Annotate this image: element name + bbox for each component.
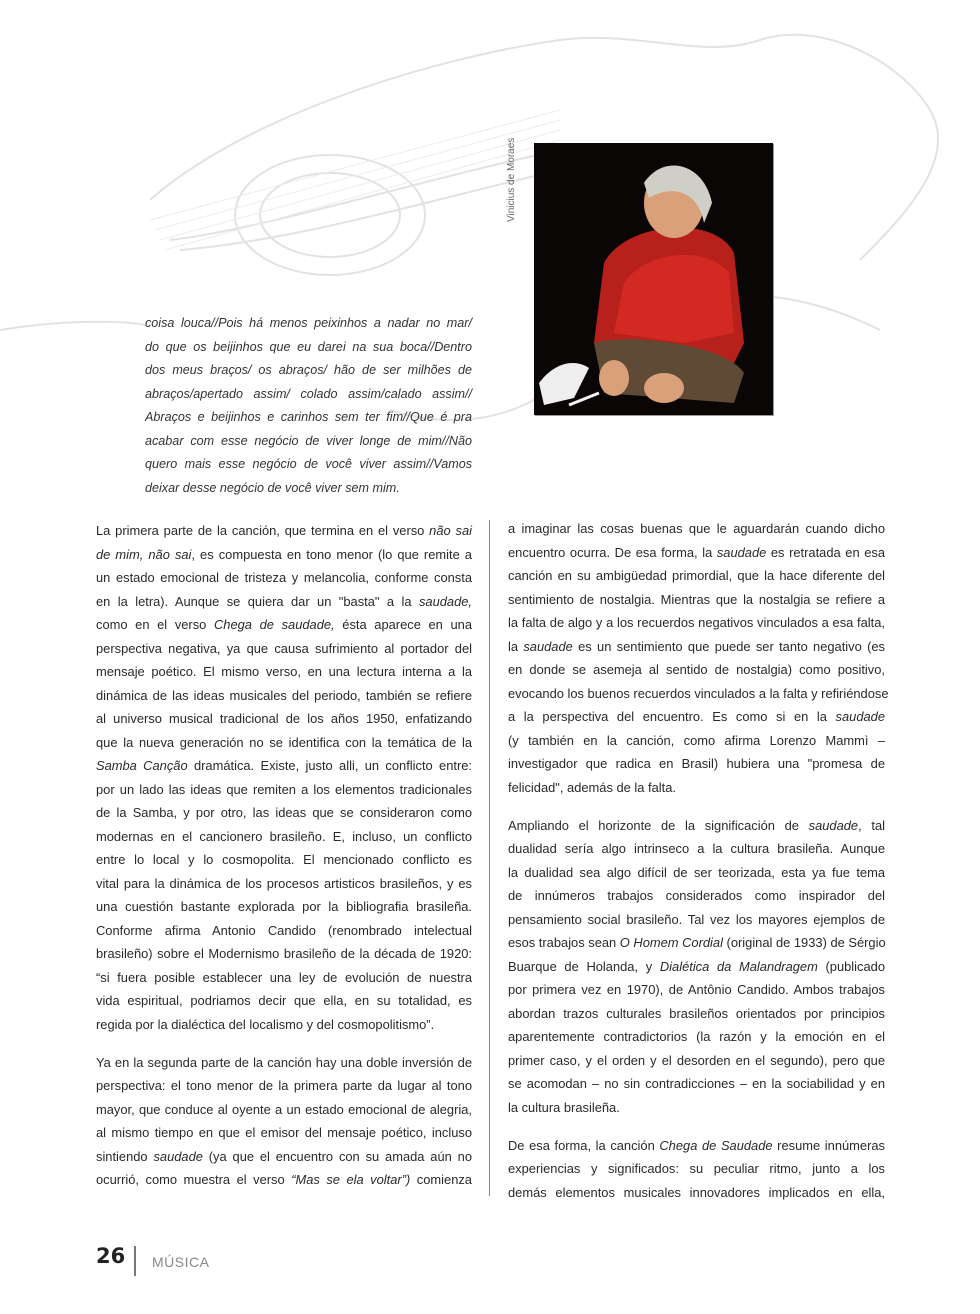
text-run: De esa forma, la canción: [508, 1137, 660, 1153]
text-run: comienza: [410, 1172, 472, 1187]
text-line: [508, 1002, 885, 1026]
text-run: es retratada en esa: [766, 544, 885, 560]
text-run: (publicado: [817, 958, 885, 974]
text-line: [96, 1074, 472, 1098]
italic-text: de mim, não sai: [96, 546, 192, 562]
text-run: felicidad", además de la falta.: [508, 779, 676, 795]
text-line: [96, 1051, 472, 1075]
text-line: [96, 848, 472, 872]
portrait-photo: [534, 143, 773, 415]
italic-text: Chega de saudade,: [213, 617, 335, 632]
text-run: abordan trazos culturales brasileños orientados por principios: [508, 1005, 885, 1021]
text-run: aparentemente contradictorios (la razón y la emoción en el: [508, 1029, 885, 1044]
text-run: (y también en la canción, como afirma Lorenzo Mammì –: [508, 732, 885, 748]
text-run: (original de 1933) de Sérgio: [722, 935, 886, 950]
text-line: [96, 989, 472, 1013]
text-line: [508, 776, 885, 800]
text-line: [508, 814, 885, 838]
text-run: vital para la dinámica de los procesos artisticos brasileños, y es: [96, 875, 472, 891]
text-line: [508, 1134, 885, 1158]
text-line: [508, 955, 885, 979]
text-line: [508, 588, 885, 612]
text-run: sintiendo: [96, 1148, 154, 1164]
text-run: entre lo local y lo cosmopolita. El mencionado conflicto es: [96, 852, 472, 867]
text-run: resume innúmeras: [772, 1137, 885, 1153]
text-line: [96, 613, 472, 637]
text-run: Ampliando el horizonte de la significación de: [508, 817, 809, 833]
page-number: 26: [96, 1244, 126, 1268]
text-run: es un sentimiento que puede ser tanto negativo (es: [572, 638, 885, 654]
paragraph: [96, 519, 472, 1036]
text-line: [96, 778, 472, 802]
text-run: Ya en la segunda parte de la canción hay una doble inversión de: [96, 1054, 472, 1070]
text-line: [508, 1049, 885, 1073]
text-run: canción en su ambigüedad primordial, que la hace diferente del: [508, 568, 885, 583]
song-lyrics-quote: [145, 312, 472, 500]
text-line: [508, 908, 885, 932]
text-run: brasileño) sobre el Modernismo brasileño de la década de 1920:: [96, 946, 472, 961]
text-line: [96, 566, 472, 590]
italic-text: saudade: [808, 817, 859, 833]
text-line: [96, 1098, 472, 1122]
text-line: [145, 383, 472, 407]
text-line: [508, 705, 885, 729]
footer-divider: [134, 1246, 136, 1276]
text-run: experiencias y significados: su peculiar ritmo, junto a los: [508, 1161, 885, 1176]
text-line: [145, 406, 472, 430]
text-line: [508, 517, 885, 541]
text-run: mensaje poético. El mismo verso, en una lectura interna a la: [96, 664, 472, 679]
text-line: [96, 1145, 472, 1169]
text-run: al mismo tiempo en que el emisor del mensaje poético, incluso: [96, 1125, 472, 1140]
column-divider: [489, 520, 490, 1196]
text-line: [96, 637, 472, 661]
text-run: la falta de algo y a los recuerdos negativos vinculados a esa falta,: [508, 615, 885, 630]
text-line: [96, 519, 472, 543]
text-line: [508, 837, 885, 861]
text-line: [508, 682, 889, 706]
left-column: [96, 519, 472, 1206]
italic-text: Chega de Saudade: [659, 1137, 773, 1153]
text-run: mayor, que conduce al oyente a un estado emocional de alegria,: [96, 1101, 472, 1117]
text-line: [508, 1181, 885, 1205]
text-run: la cultura brasileña.: [508, 1099, 620, 1115]
text-line: [96, 942, 472, 966]
text-run: en la letra). Aunque se quiera dar un "basta" a la: [96, 593, 419, 609]
italic-text: saudade: [523, 638, 573, 654]
text-line: [96, 684, 472, 708]
text-run: evocando los buenos recuerdos vinculados a la falta y refiriéndose: [508, 685, 889, 701]
text-run: por un lado las ideas que remiten a los elementos tradicionales: [96, 781, 472, 797]
text-run: dos meus braços/ os abraços/ hão de ser milhões de: [145, 363, 472, 377]
text-run: deixar desse negócio de você viver sem mim.: [145, 480, 400, 495]
text-run: quero mais esse negócio de você viver assim//Vamos: [145, 457, 472, 471]
text-line: [96, 966, 472, 990]
text-run: vida espiritual, podriamos decir que ella, en su totalidad, es: [96, 993, 472, 1008]
text-run: por primera vez en 1970), de Antônio Candido. Ambos trabajos: [508, 982, 885, 997]
text-run: en donde se asemeja al sentido de nostalgia) como positivo,: [508, 662, 885, 677]
text-run: abraços/apertado assim/ colado assim/calado assim//: [145, 386, 472, 401]
text-line: [508, 884, 885, 908]
text-line: [508, 861, 885, 885]
text-run: de innúmeros trabajos considerados como inspirador del: [508, 888, 885, 903]
text-run: a la perspectiva del encuentro. Es como si en la: [508, 709, 836, 724]
text-run: regida por la dialéctica del localismo y del cosmopolitismo”.: [96, 1016, 435, 1032]
text-line: [96, 590, 472, 614]
text-line: [96, 543, 472, 567]
text-line: [145, 336, 472, 360]
text-run: perspectiva: el tono menor de la primera parte da lugar al tono: [96, 1078, 472, 1093]
text-run: , tal: [858, 817, 885, 833]
text-line: [508, 1072, 885, 1096]
text-run: modernas en el cancionero brasileño. E, incluso, un conflicto: [96, 828, 472, 844]
text-run: “si fuera posible establecer una ley de evolución de nuestra: [96, 969, 472, 985]
text-run: la dualidad sea algo difícil de ser teorizada, esta ya fue tema: [508, 864, 885, 880]
text-line: [508, 541, 885, 565]
italic-text: Dialética da Malandragem: [659, 958, 818, 974]
text-run: dualidad sería algo intrinseco a la cultura brasileña. Aunque: [508, 841, 885, 856]
text-run: coisa louca//Pois há menos peixinhos a nadar no mar/: [145, 316, 472, 330]
text-line: [96, 872, 472, 896]
text-run: (ya que el encuentro con su amada aún no: [202, 1148, 472, 1164]
text-line: [508, 1157, 885, 1181]
text-run: una cuestión bastante explorada por la bibliografia brasileña.: [96, 899, 472, 914]
text-run: Abraços e beijinhos e carinhos sem ter fim//Que é pra: [145, 410, 472, 424]
paragraph: [508, 517, 889, 799]
text-run: se acomodan – no sin contradicciones – en la sociabilidad y en: [508, 1076, 885, 1091]
italic-text: “Mas se ela voltar”): [291, 1172, 411, 1187]
text-line: [96, 1121, 472, 1145]
text-run: demás elementos musicales innovadores implicados en ella,: [508, 1184, 885, 1200]
text-line: [508, 658, 885, 682]
text-run: ocurrió, como muestra el verso: [96, 1172, 292, 1187]
italic-text: Samba Canção: [96, 758, 188, 773]
text-run: acabar com esse negócio de viver longe de mim//Não: [145, 433, 472, 448]
photo-caption: Vinicius de Moraes: [506, 137, 517, 222]
text-run: un estado emocional de tristeza y melancolia, conforme consta: [96, 570, 472, 585]
text-run: esos trabajos sean: [508, 935, 620, 950]
italic-text: saudade: [835, 709, 885, 724]
text-line: [96, 1013, 472, 1037]
italic-text: O Homem Cordial: [619, 935, 723, 950]
text-line: [96, 801, 472, 825]
italic-text: saudade: [716, 544, 767, 560]
text-line: [508, 1025, 885, 1049]
text-run: investigador que radica en Brasil) hubiera una "promesa de: [508, 756, 885, 771]
italic-text: não sai: [429, 523, 472, 538]
text-run: perspectiva negativa, ya que causa sufrimiento al portador del: [96, 640, 472, 656]
text-line: [508, 1096, 885, 1120]
text-run: de la Samba, y por otro, las ideas que se consideraron como: [96, 805, 472, 820]
text-run: La primera parte de la canción, que termina en el verso: [96, 523, 430, 538]
text-line: [96, 660, 472, 684]
section-name: MÚSICA: [152, 1254, 210, 1270]
text-run: , es compuesta en tono menor (lo que remite a: [191, 546, 472, 562]
text-line: [96, 919, 472, 943]
text-run: a imaginar las cosas buenas que le aguardarán cuando dicho: [508, 521, 885, 536]
text-run: Buarque de Holanda, y: [508, 958, 660, 974]
text-run: dinámica de las ideas musicales del periodo, también se refiere: [96, 687, 472, 703]
text-line: [96, 707, 472, 731]
paragraph: [96, 1051, 472, 1192]
text-line: [508, 978, 885, 1002]
text-line: [508, 931, 885, 955]
text-run: encuentro ocurra. De esa forma, la: [508, 544, 717, 560]
text-run: ésta aparece en una: [334, 617, 472, 632]
text-line: [96, 895, 472, 919]
text-line: [145, 359, 472, 383]
text-run: primer caso, y el orden y el desorden en el segundo), pero que: [508, 1052, 885, 1068]
text-run: Conforme afirma Antonio Candido (renombrado intelectual: [96, 922, 472, 938]
text-line: [145, 312, 472, 336]
italic-text: saudade: [153, 1148, 203, 1164]
text-line: [508, 635, 885, 659]
text-line: [508, 564, 885, 588]
text-run: do que os beijinhos que eu darei na sua boca//Dentro: [145, 339, 472, 354]
paragraph: [508, 1134, 885, 1205]
text-line: [96, 1168, 472, 1192]
right-column: [508, 517, 889, 1219]
text-line: [145, 477, 472, 501]
text-run: dramática. Existe, justo alli, un conflicto entre:: [187, 758, 472, 773]
paragraph: [508, 814, 885, 1120]
text-run: que la nueva generación no se identifica con la temática de la: [96, 734, 472, 750]
text-line: [508, 611, 885, 635]
italic-text: saudade,: [418, 593, 472, 609]
text-line: [508, 752, 885, 776]
text-line: [96, 731, 472, 755]
text-run: sentimiento de nostalgia. Mientras que la nostalgia se refiere a: [508, 591, 885, 607]
text-line: [96, 754, 472, 778]
text-line: [145, 453, 472, 477]
text-run: como en el verso: [96, 617, 214, 632]
text-run: al universo musical tradicional de los años 1950, enfatizando: [96, 711, 472, 726]
text-line: [508, 729, 885, 753]
text-line: [96, 825, 472, 849]
text-run: pensamiento social brasileño. Tal vez los mayores ejemplos de: [508, 911, 885, 927]
text-run: la: [508, 638, 524, 654]
text-line: [145, 430, 472, 454]
